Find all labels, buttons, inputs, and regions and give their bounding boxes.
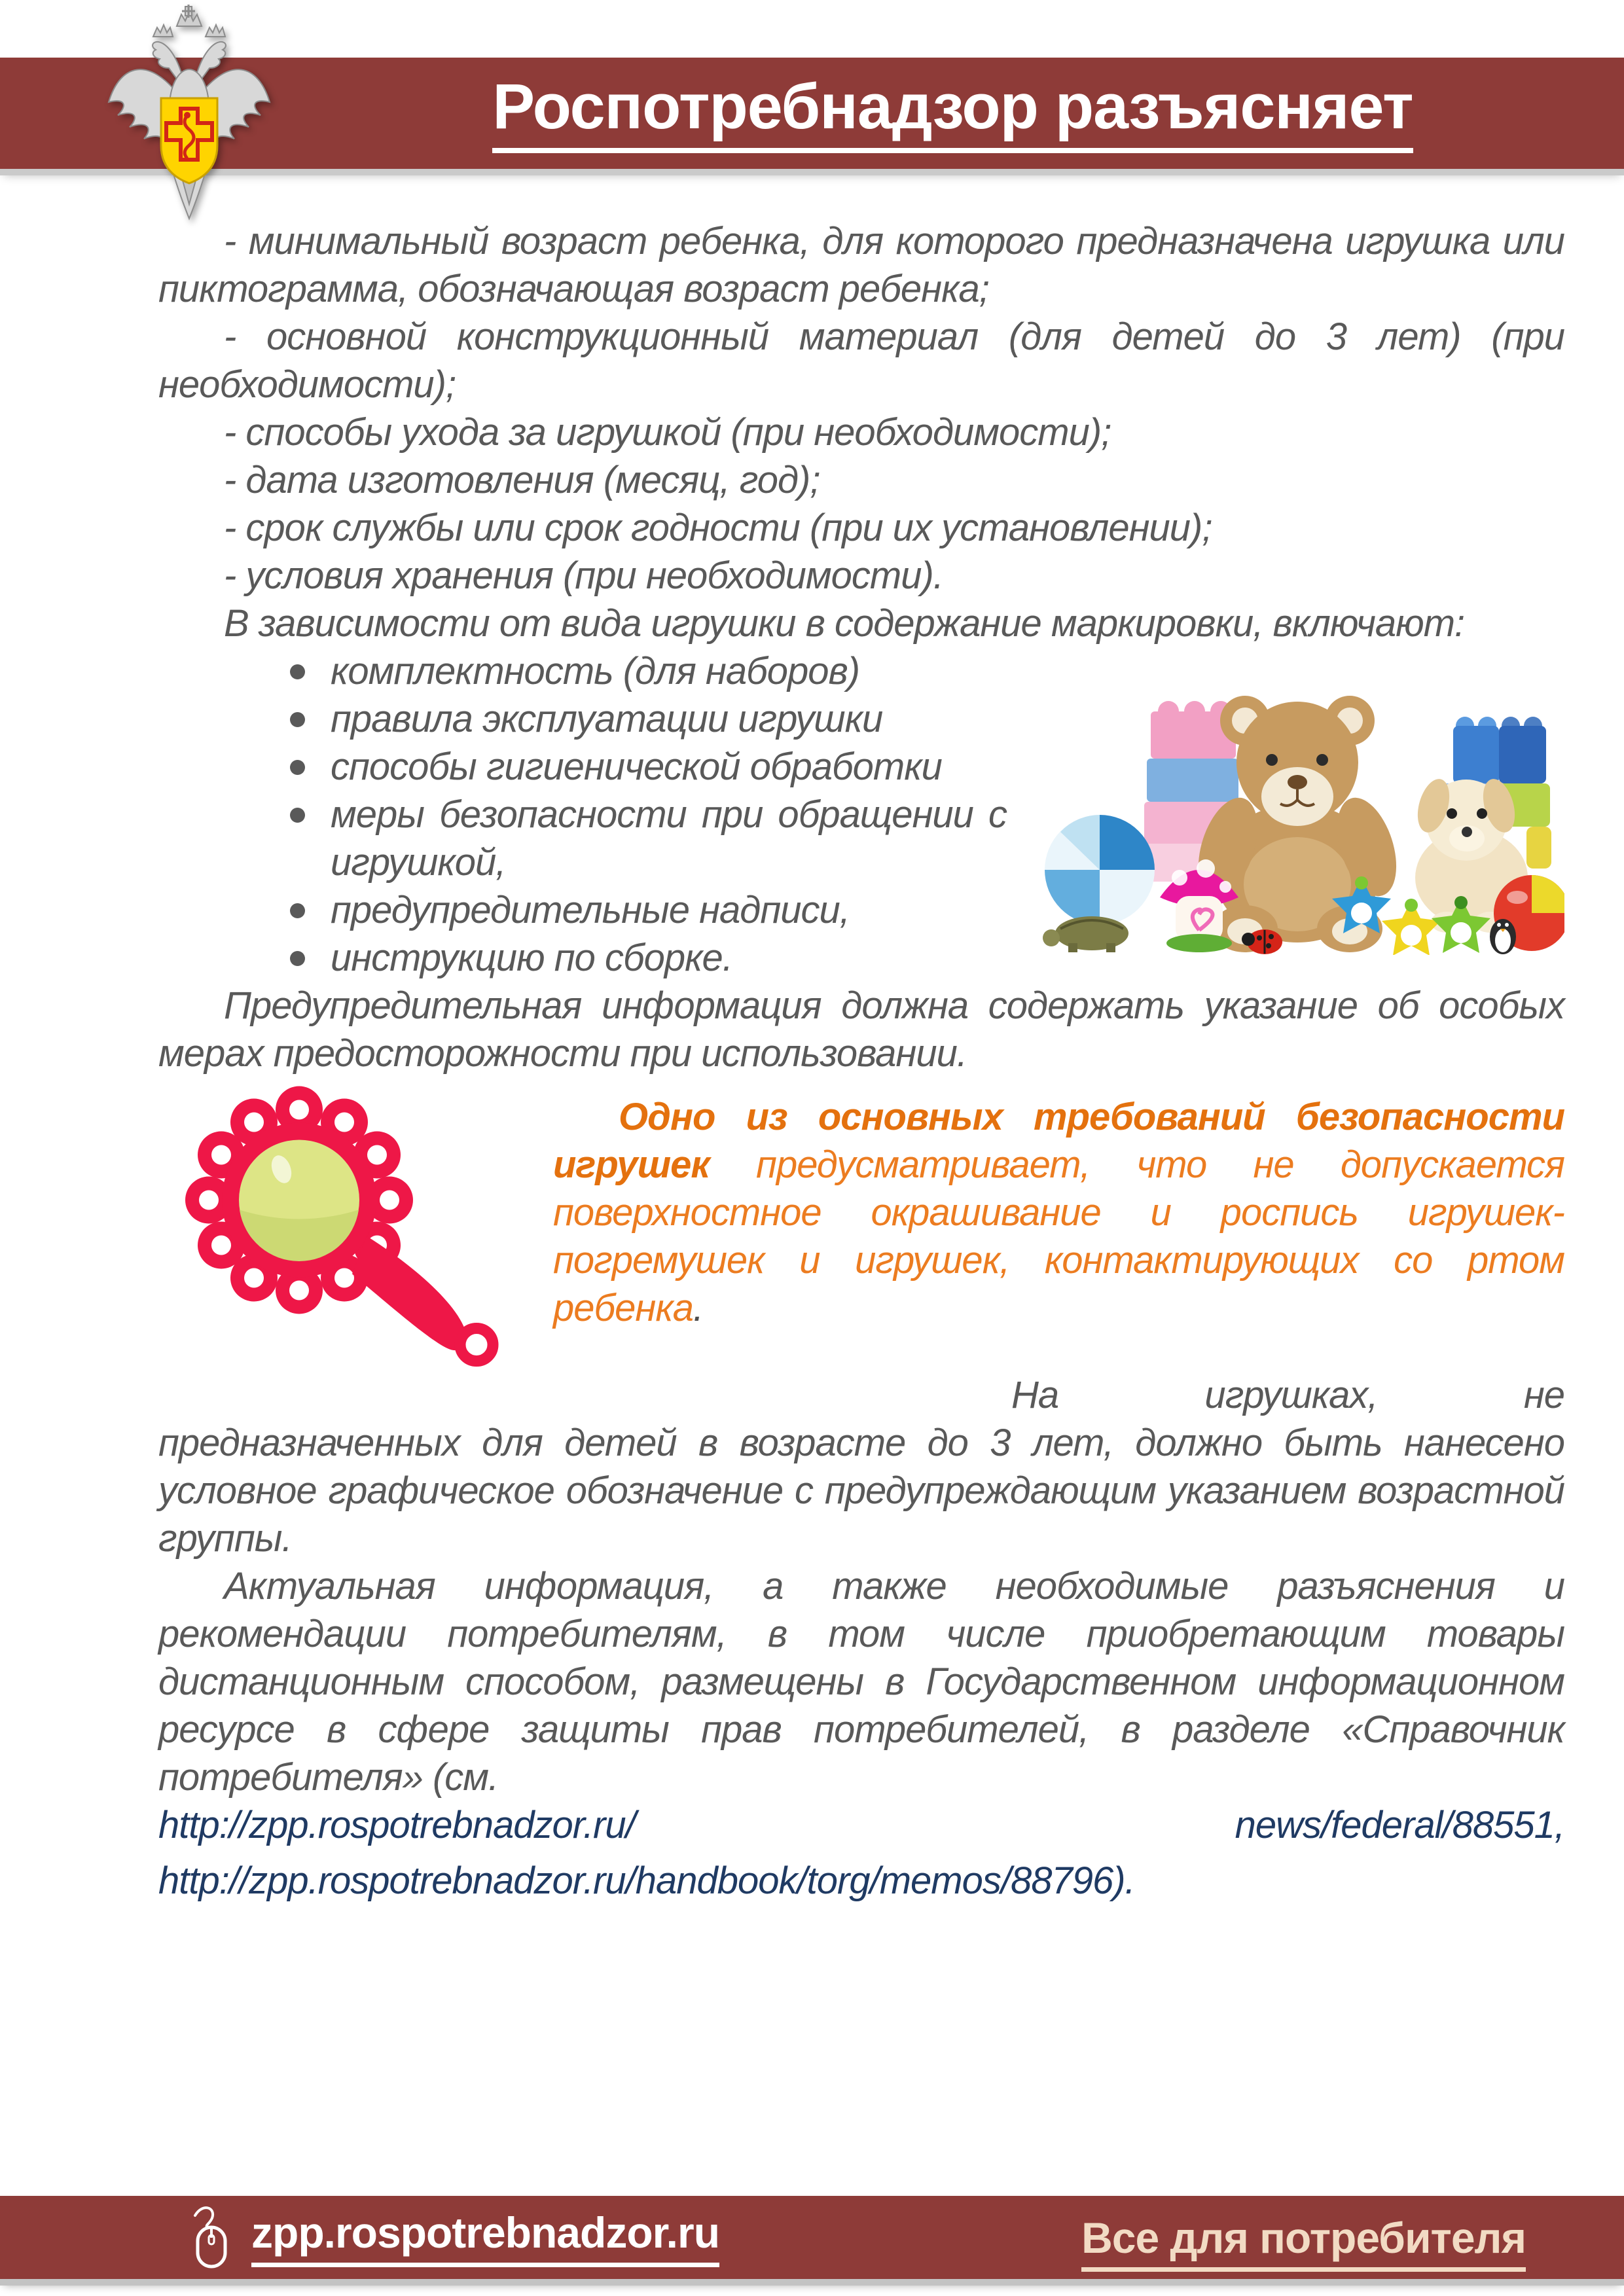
url-news-federal[interactable]: news/federal/88551, <box>1235 1804 1564 1846</box>
footer-tagline: Все для потребителя <box>1081 2214 1526 2272</box>
footer-site-group <box>190 2205 719 2270</box>
warning-paragraph: Предупредительная информация должна содержать указание об особых мерах предосторожности при использовании. <box>158 984 1564 1075</box>
footer-band <box>0 2196 1624 2279</box>
footer-tagline-group <box>1081 2213 1526 2263</box>
url-handbook-memo[interactable]: http://zpp.rospotrebnadzor.ru/handbook/torg/memos/88796). <box>158 1859 1135 1902</box>
page-title: Роспотребнадзор разъясняет <box>492 73 1413 153</box>
document-body <box>158 217 1564 1905</box>
marking-intro: В зависимости от вида игрушки в содержание маркировки, включают: <box>224 602 1465 645</box>
bullet-item: инструкцию по сборке. <box>331 934 1564 982</box>
dash-item: - срок службы или срок годности (при их установлении); <box>224 507 1212 549</box>
info-paragraph: Актуальная информация, а также необходимые разъяснения и рекомендации потребителям, в том числе приобретающим товары дистанционным способом, размещены в Государственном информационном ресурсе в сфере защиты прав потребителей, в разделе «Справочник потребителя» (см. <box>158 1565 1564 1799</box>
dash-item: - основной конструкционный материал (для детей до 3 лет) (при необходимости); <box>158 315 1564 406</box>
orange-body-text: предусматривает, что не допускается поверхностное окрашивание и роспись игрушек-погремушек и игрушек, контактирующих со ртом ребенка <box>553 1143 1564 1329</box>
bullet-item: правила эксплуатации игрушки <box>331 695 1564 743</box>
rospotrebnadzor-emblem-icon <box>98 3 280 224</box>
bullet-item: комплектность (для наборов) <box>331 647 1564 695</box>
bullet-item: способы гигиенической обработки <box>331 743 1564 791</box>
dash-item: - условия хранения (при необходимости). <box>224 554 943 597</box>
url-zpp-root[interactable]: http://zpp.rospotrebnadzor.ru/ <box>158 1804 636 1846</box>
orange-lead-text: Одно из основных требований безопасности игрушек <box>553 1096 1564 1186</box>
url-line-1 <box>158 1801 1564 1849</box>
footer-site-link[interactable]: zpp.rospotrebnadzor.ru <box>251 2208 719 2267</box>
bullet-item: меры безопасности при обращении с игрушкой, <box>331 791 1564 886</box>
bullet-item: предупредительные надписи, <box>331 886 1564 934</box>
rattle-photo <box>158 1077 515 1372</box>
bullet-list <box>158 647 1564 982</box>
url-line-2 <box>158 1857 1564 1905</box>
orange-period: . <box>693 1287 704 1329</box>
computer-mouse-icon <box>190 2205 232 2270</box>
dash-item: - способы ухода за игрушкой (при необходимости); <box>224 411 1111 454</box>
dash-item: - минимальный возраст ребенка, для которого предназначена игрушка или пиктограмма, обозначающая возраст ребенка; <box>158 220 1564 310</box>
age-paragraph: На игрушках, не предназначенных для детей в возрасте до 3 лет, должно быть нанесено условное графическое обозначение с предупреждающим указанием возрастной группы. <box>158 1374 1564 1560</box>
dash-item: - дата изготовления (месяц, год); <box>224 459 820 501</box>
